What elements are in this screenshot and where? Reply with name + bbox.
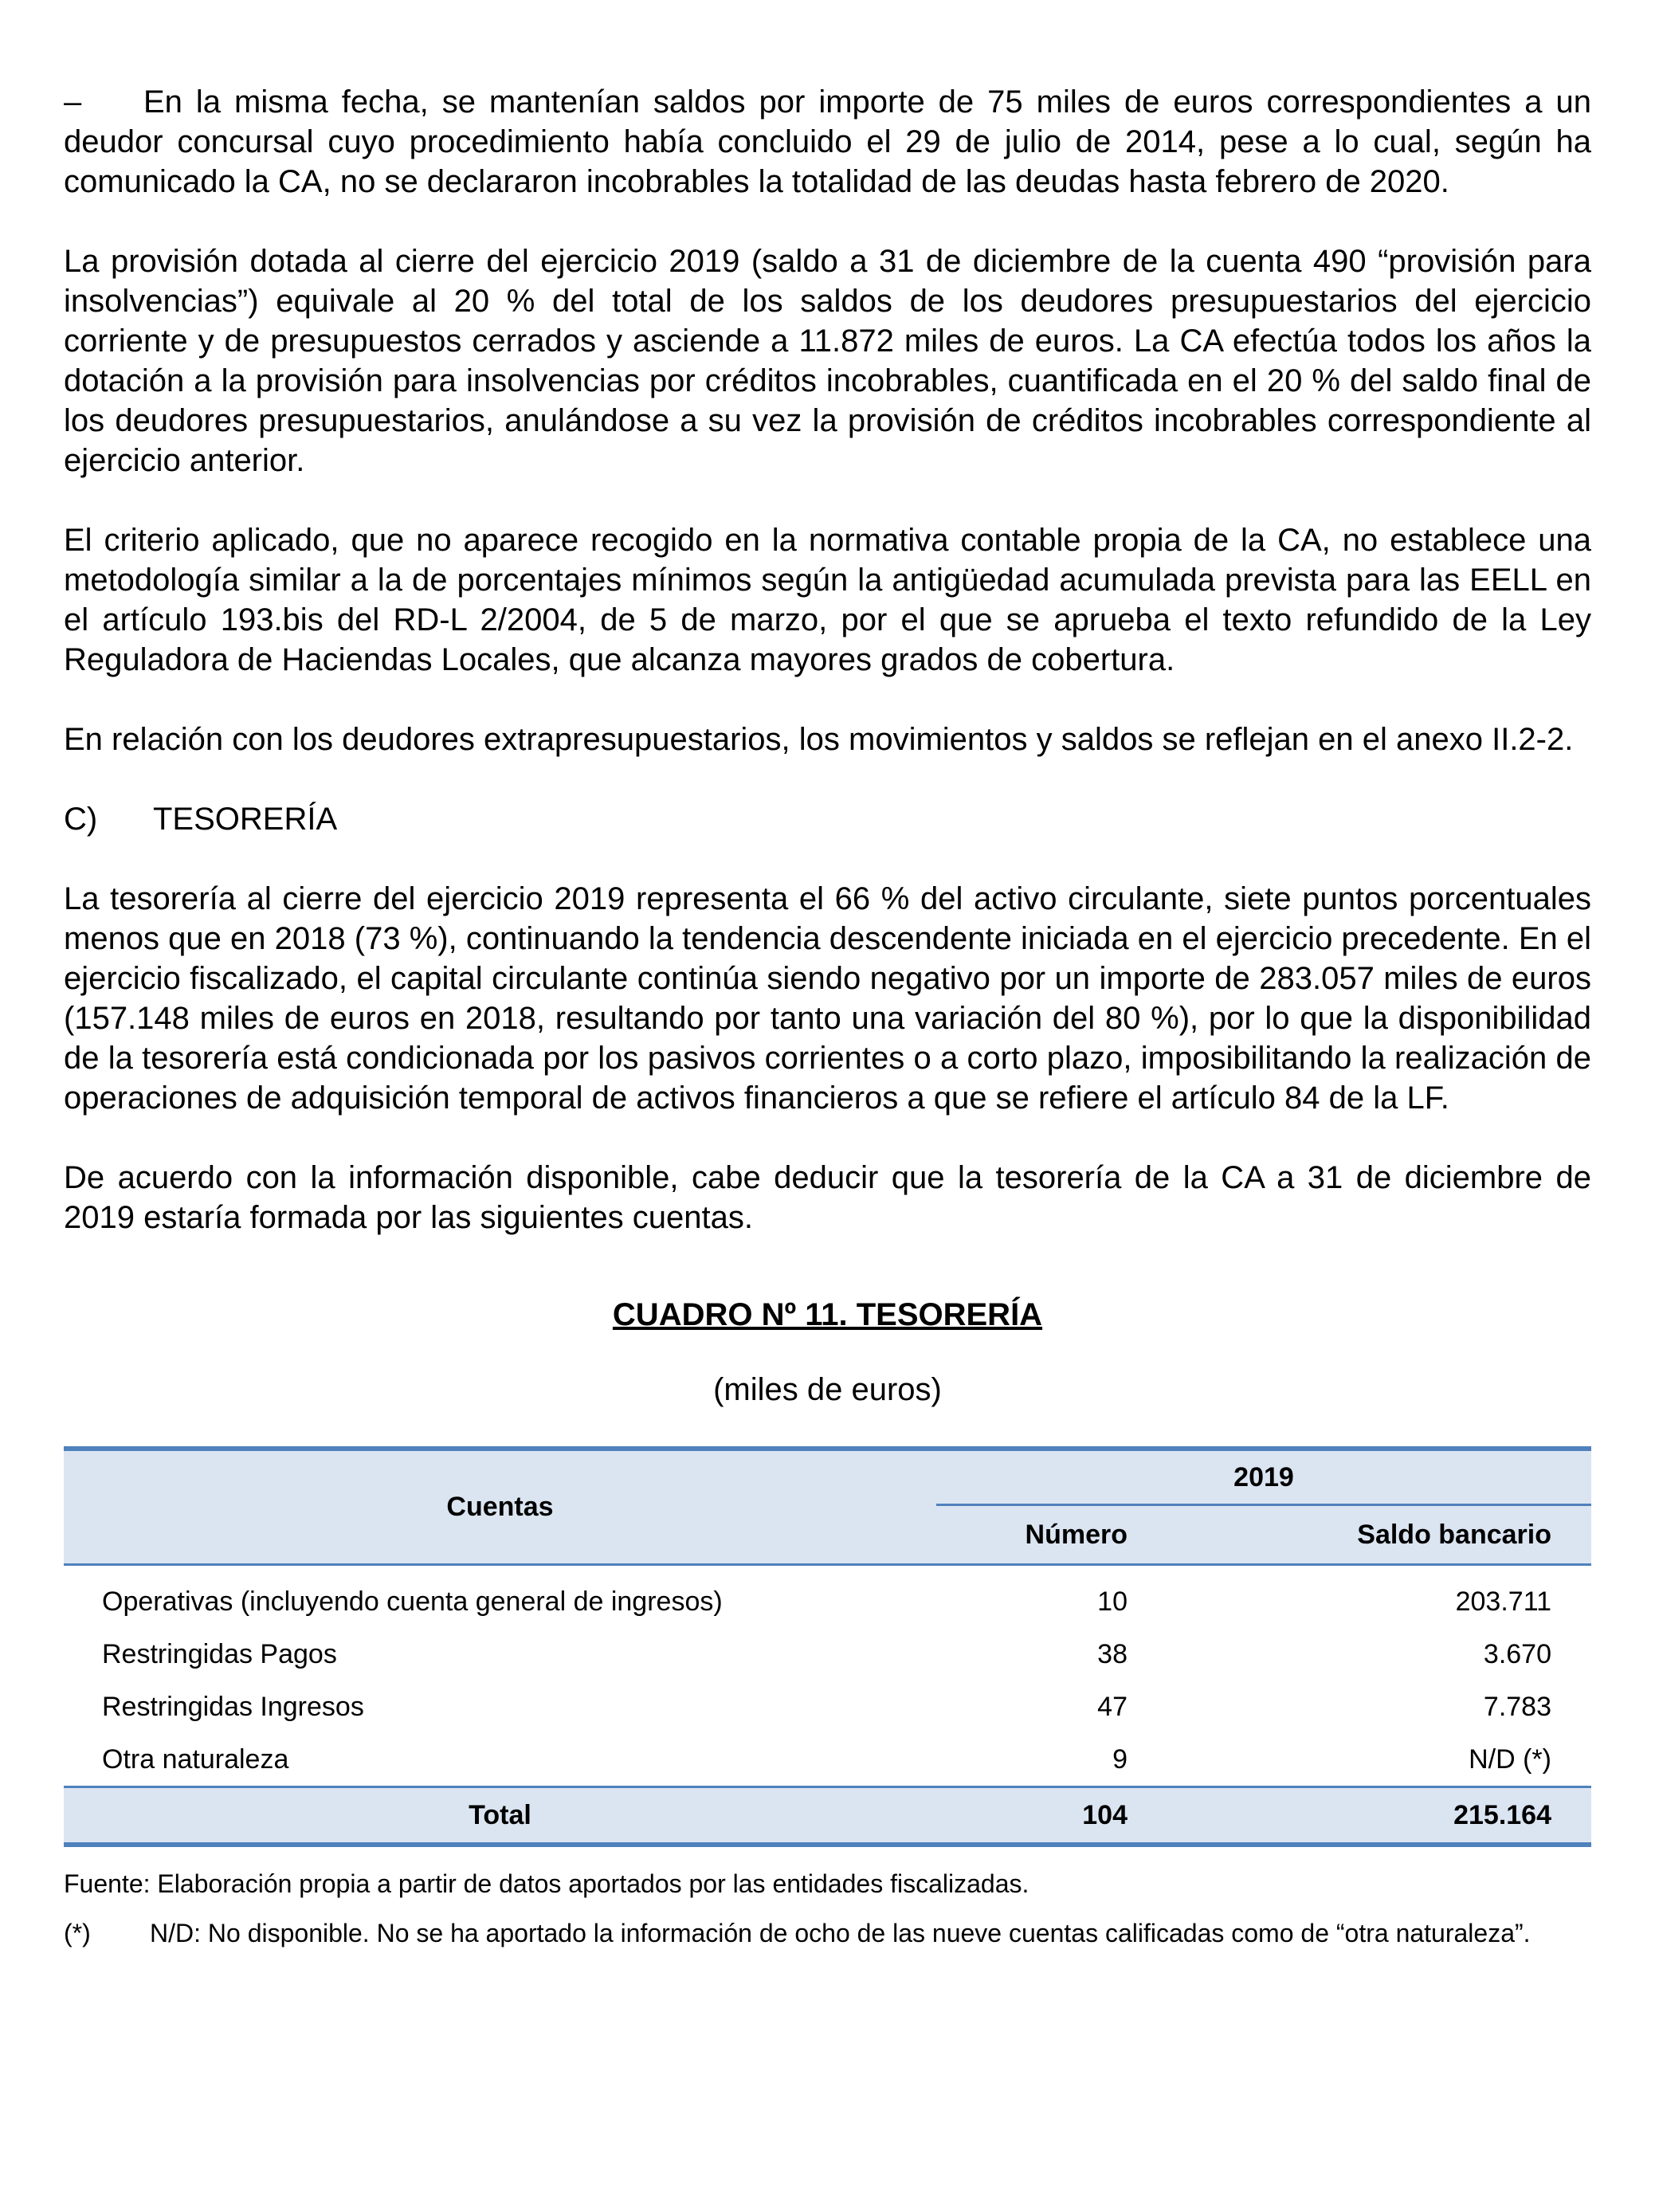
- paragraph-tesoreria: La tesorería al cierre del ejercicio 2019 representa el 66 % del activo circulante, siete puntos porcentuales menos que en 2018 (73 %), continuando la tendencia descendente iniciada en el ejercicio precedente. En el ejercicio fiscalizado, el capital circulante continúa siendo negativo por un importe de 283.057 miles de euros (157.148 miles de euros en 2018, resultando por tanto una variación del 80 %), por lo que la disponibilidad de la tesorería está condicionada por los pasivos corrientes o a corto plazo, imposibilitando la realización de operaciones de adquisición temporal de activos financieros a que se refiere el artículo 84 de la LF.: [64, 881, 1591, 1116]
- cell-cuenta: Restringidas Pagos: [102, 1638, 337, 1669]
- total-label: Total: [64, 1787, 936, 1845]
- cell-saldo: N/D (*): [1469, 1743, 1551, 1775]
- paragraph-deudor-concursal: [64, 82, 1591, 202]
- tesoreria-table: [64, 1446, 1591, 1847]
- header-cuentas: Cuentas: [64, 1449, 936, 1565]
- cell-saldo: 7.783: [1483, 1691, 1551, 1722]
- table-unit: (miles de euros): [713, 1372, 942, 1407]
- table-title: CUADRO Nº 11. TESORERÍA: [612, 1297, 1043, 1332]
- footnote-text: N/D: No disponible. No se ha aportado la información de ocho de las nueve cuentas calificadas como de “otra naturaleza”.: [150, 1919, 1531, 1947]
- section-title: TESORERÍA: [153, 802, 338, 837]
- header-saldo: Saldo bancario: [1128, 1505, 1591, 1565]
- table-row: [64, 1733, 1591, 1787]
- paragraph-extrapresupuestarios: En relación con los deudores extrapresupuestarios, los movimientos y saldos se reflejan en el anexo II.2-2.: [64, 722, 1574, 757]
- header-year: 2019: [936, 1449, 1591, 1505]
- cell-cuenta: Restringidas Ingresos: [102, 1691, 364, 1722]
- section-heading-tesoreria: [64, 799, 1591, 839]
- cell-numero: 10: [1097, 1586, 1128, 1617]
- table-row: [64, 1565, 1591, 1629]
- table-total-row: [64, 1787, 1591, 1845]
- table-row: [64, 1681, 1591, 1733]
- table-source: Fuente: Elaboración propia a partir de datos aportados por las entidades fiscalizadas.: [64, 1869, 1029, 1898]
- paragraph-text: En la misma fecha, se mantenían saldos por importe de 75 miles de euros correspondientes a un deudor concursal cuyo procedimiento había concluido el 29 de julio de 2014, pese a lo cual, según ha comunicado la CA, no se declararon incobrables la totalidad de las deudas hasta febrero de 2020.: [64, 84, 1591, 199]
- cell-saldo: 203.711: [1455, 1586, 1551, 1617]
- cell-numero: 47: [1097, 1691, 1128, 1722]
- cell-saldo: 3.670: [1483, 1638, 1551, 1669]
- total-numero: 104: [936, 1787, 1128, 1845]
- paragraph-provision: La provisión dotada al cierre del ejercicio 2019 (saldo a 31 de diciembre de la cuenta 490 “provisión para insolvencias”) equivale al 20 % del total de los saldos de los deudores presupuestarios del ejercicio corriente y de presupuestos cerrados y asciende a 11.872 miles de euros. La CA efectúa todos los años la dotación a la provisión para insolvencias por créditos incobrables, cuantificada en el 20 % del saldo final de los deudores presupuestarios, anulándose a su vez la provisión de créditos incobrables correspondiente al ejercicio anterior.: [64, 244, 1591, 478]
- cell-cuenta: Operativas (incluyendo cuenta general de ingresos): [102, 1586, 723, 1617]
- cell-numero: 38: [1097, 1638, 1128, 1669]
- header-numero: Número: [936, 1505, 1128, 1565]
- paragraph-cuentas-intro: De acuerdo con la información disponible, cabe deducir que la tesorería de la CA a 31 de diciembre de 2019 estaría formada por las siguientes cuentas.: [64, 1160, 1591, 1235]
- cell-numero: 9: [1112, 1743, 1128, 1775]
- total-saldo: 215.164: [1128, 1787, 1591, 1845]
- cell-cuenta: Otra naturaleza: [102, 1743, 289, 1775]
- footnote-mark: (*): [64, 1919, 91, 1947]
- paragraph-criterio: El criterio aplicado, que no aparece recogido en la normativa contable propia de la CA, no establece una metodología similar a la de porcentajes mínimos según la antigüedad acumulada prevista para las EELL en el artículo 193.bis del RD-L 2/2004, de 5 de marzo, por el que se aprueba el texto refundido de la Ley Reguladora de Haciendas Locales, que alcanza mayores grados de cobertura.: [64, 523, 1591, 677]
- table-footnote: [64, 1917, 1591, 1949]
- list-dash: –: [64, 84, 82, 120]
- section-letter: C): [64, 802, 98, 837]
- table-row: [64, 1628, 1591, 1681]
